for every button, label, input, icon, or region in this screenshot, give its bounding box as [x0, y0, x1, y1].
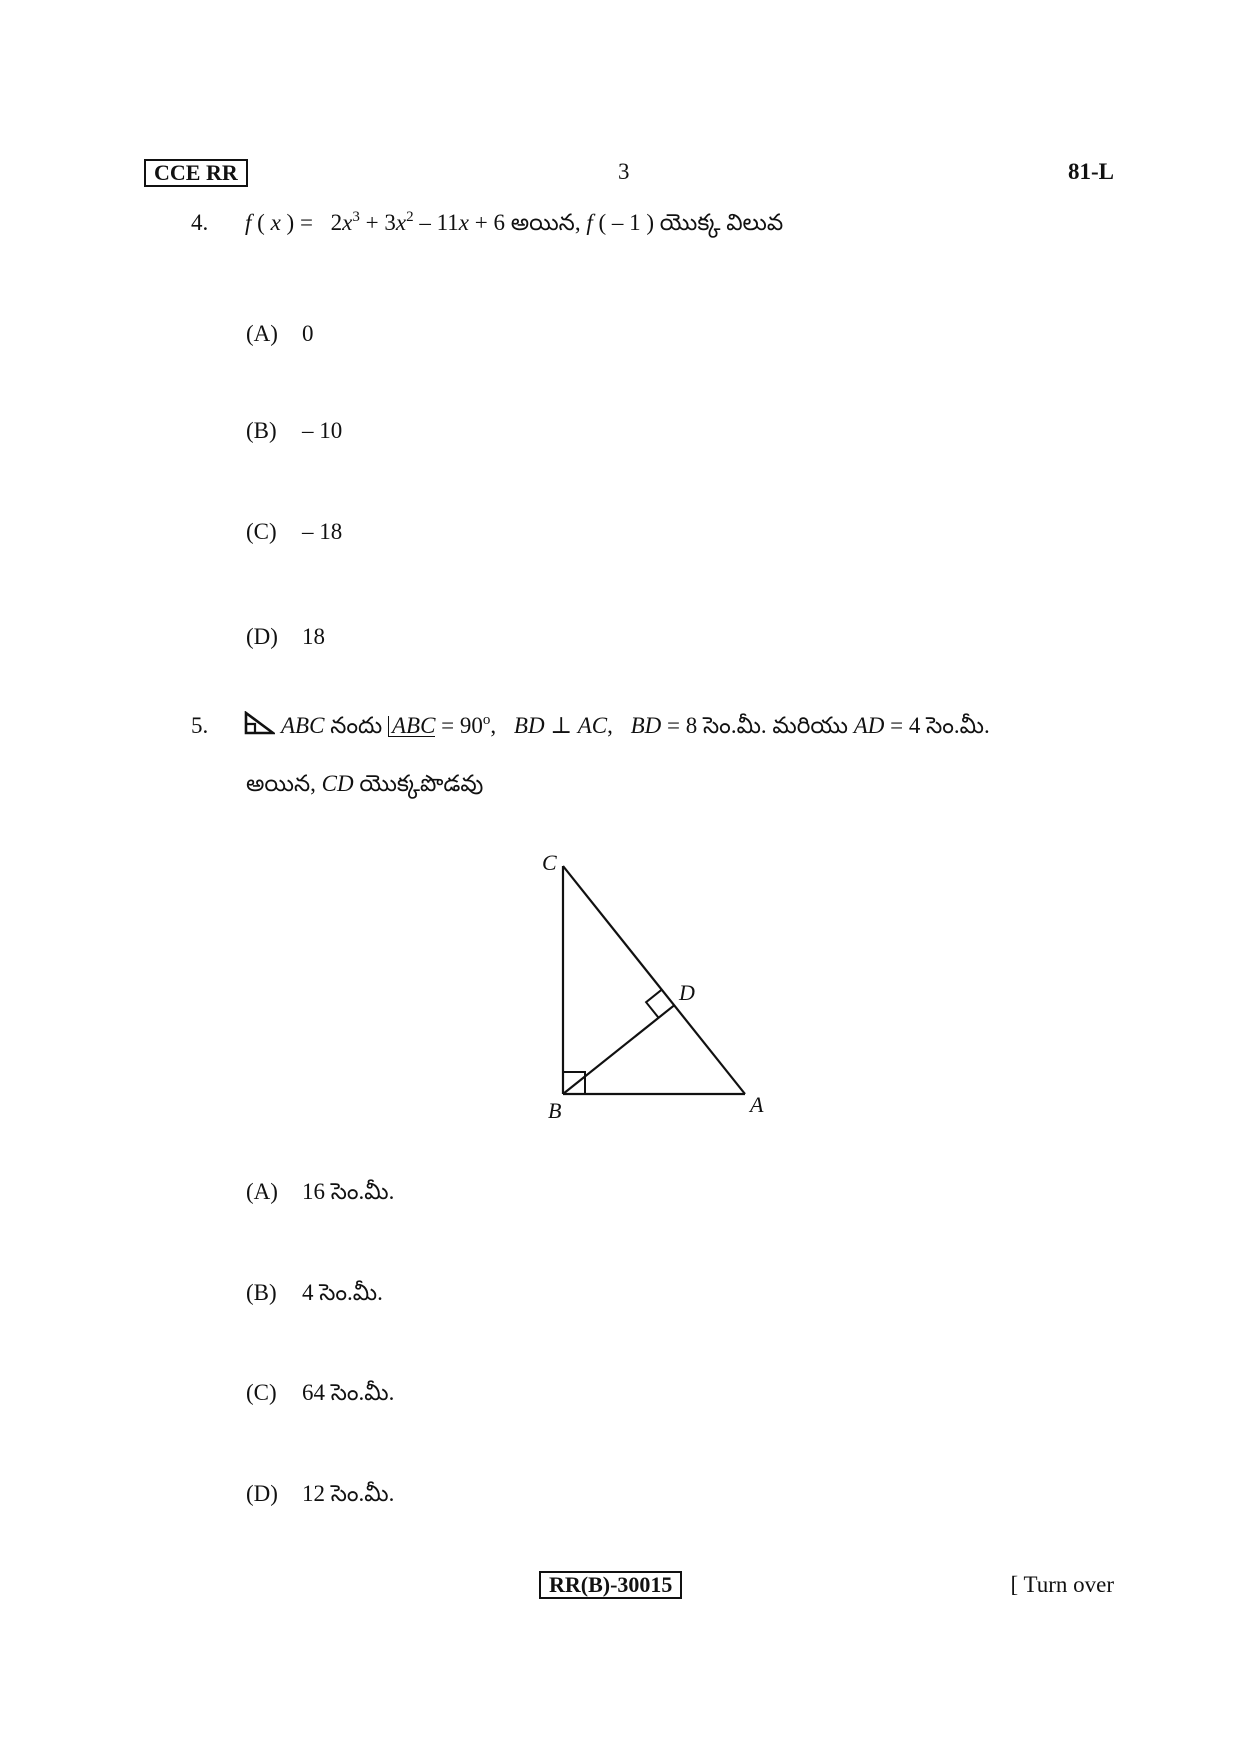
option-value: 0: [302, 321, 314, 346]
q4-option-b: [246, 418, 342, 444]
turn-over-note: [ Turn over: [1010, 1572, 1114, 1597]
question-5-stem-line-2: [246, 771, 483, 803]
angle-abc: ABC: [388, 716, 435, 737]
option-label: (C): [246, 1380, 277, 1405]
segment-bd: BD: [630, 713, 662, 738]
separator-2: ,: [607, 713, 613, 738]
question-5-number: 5.: [191, 713, 209, 738]
term-1-exponent: 3: [352, 209, 360, 225]
function-name-2: f: [586, 210, 593, 235]
right-angle-d-marker: [646, 990, 662, 1018]
question-4-number: 4.: [191, 210, 209, 235]
option-value: 4 సెం.మీ.: [302, 1280, 383, 1305]
segment-ad: AD: [853, 713, 885, 738]
line-2-prefix: అయిన,: [246, 771, 316, 796]
triangle-name: ABC: [281, 713, 325, 738]
function-name: f: [245, 210, 252, 235]
option-value: – 10: [302, 418, 343, 443]
variable: x: [270, 210, 281, 235]
q4-option-c: [246, 519, 342, 545]
perpendicular-rhs: AC: [577, 713, 608, 738]
q4-option-d: [246, 624, 325, 650]
function-argument-2: ( – 1 ): [598, 210, 655, 235]
footer-code: RR(B)-30015: [539, 1571, 682, 1599]
question-suffix: యొక్క విలువ: [659, 210, 784, 235]
option-label: (D): [246, 1481, 278, 1506]
bd-value: = 8: [667, 713, 698, 738]
triangle-figure: [530, 840, 790, 1130]
perpendicular-lhs: BD: [513, 713, 545, 738]
q5-option-b: [246, 1280, 383, 1312]
option-value: – 18: [302, 519, 343, 544]
line-2-suffix: యొక్కపొడవు: [359, 771, 484, 796]
term-1: [331, 210, 360, 235]
paren-open: (: [257, 210, 265, 235]
q5-option-a: [246, 1179, 394, 1211]
ad-value: = 4: [890, 713, 921, 738]
option-label: (B): [246, 418, 277, 443]
word-in: నందు: [330, 713, 383, 738]
term-4: + 6: [474, 210, 505, 235]
q5-option-c: [246, 1380, 394, 1412]
side-ca: [563, 866, 745, 1094]
option-value: 18: [302, 624, 325, 649]
altitude-bd: [563, 1005, 674, 1094]
segment-cd: CD: [321, 771, 354, 796]
connector-word: అయిన,: [510, 210, 581, 235]
vertex-label-a: A: [750, 1092, 764, 1117]
term-2: [366, 210, 414, 235]
vertex-label-c: C: [542, 850, 557, 875]
header-right-code: 81-L: [1068, 159, 1114, 184]
term-1-variable: x: [342, 210, 353, 235]
term-3: [419, 210, 469, 235]
vertex-label-d: D: [679, 980, 695, 1005]
separator-1: ,: [490, 713, 497, 738]
right-triangle-icon: [243, 711, 275, 735]
option-value: 16 సెం.మీ.: [302, 1179, 395, 1204]
option-label: (D): [246, 624, 278, 649]
option-label: (A): [246, 321, 278, 346]
paren-close-equals: ) =: [286, 210, 313, 235]
degree-mark: o: [482, 712, 491, 728]
page-number: 3: [618, 159, 630, 184]
term-2-exponent: 2: [406, 209, 414, 225]
term-3-coefficient: – 11: [419, 210, 459, 235]
option-value: 64 సెం.మీ.: [302, 1380, 395, 1405]
perpendicular-symbol: ⊥: [550, 713, 572, 738]
unit-cm-1: సెం.మీ.: [703, 713, 767, 738]
option-label: (A): [246, 1179, 278, 1204]
q4-option-a: [246, 321, 314, 347]
angle-value: = 90: [441, 713, 483, 738]
term-3-variable: x: [458, 210, 469, 235]
term-2-variable: x: [395, 210, 407, 235]
vertex-label-b: B: [548, 1098, 562, 1123]
option-label: (C): [246, 519, 277, 544]
header-left-code: CCE RR: [144, 159, 248, 187]
question-5-stem-line-1: [243, 711, 990, 745]
option-label: (B): [246, 1280, 277, 1305]
and-word: మరియు: [772, 713, 848, 738]
question-4-stem: [245, 210, 783, 242]
option-value: 12 సెం.మీ.: [302, 1481, 395, 1506]
unit-cm-2: సెం.మీ.: [926, 713, 990, 738]
term-1-coefficient: 2: [330, 210, 343, 235]
q5-option-d: [246, 1481, 394, 1513]
term-2-coefficient: + 3: [365, 210, 396, 235]
